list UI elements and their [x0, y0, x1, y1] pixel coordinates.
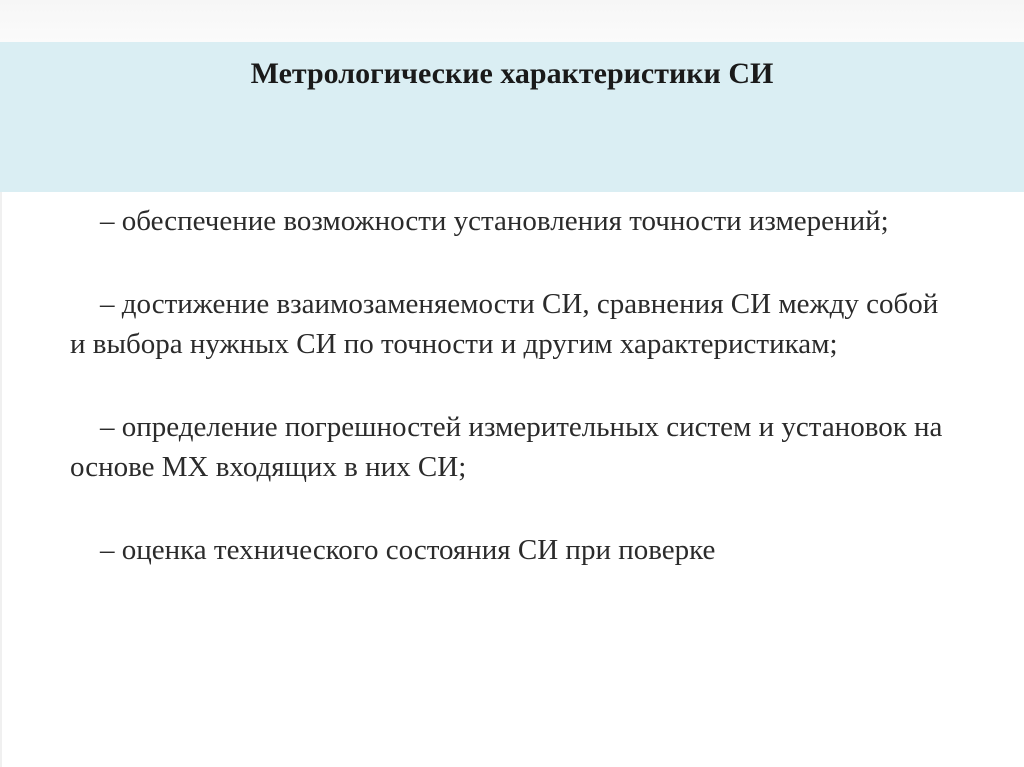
slide-title: Метрологические характеристики СИ — [250, 57, 774, 90]
slide-body — [70, 201, 950, 570]
top-band — [0, 0, 1024, 42]
list-item-3: – определение погрешностей измерительных систем и установок на основе МХ входящих в них СИ; — [70, 411, 943, 483]
list-item-4: – оценка технического состояния СИ при поверке — [100, 534, 716, 566]
list-item-1: – обеспечение возможности установления точности измерений; — [100, 205, 889, 237]
list-item-2: – достижение взаимозаменяемости СИ, сравнения СИ между собой и выбора нужных СИ по точности и другим характеристикам; — [70, 288, 939, 360]
